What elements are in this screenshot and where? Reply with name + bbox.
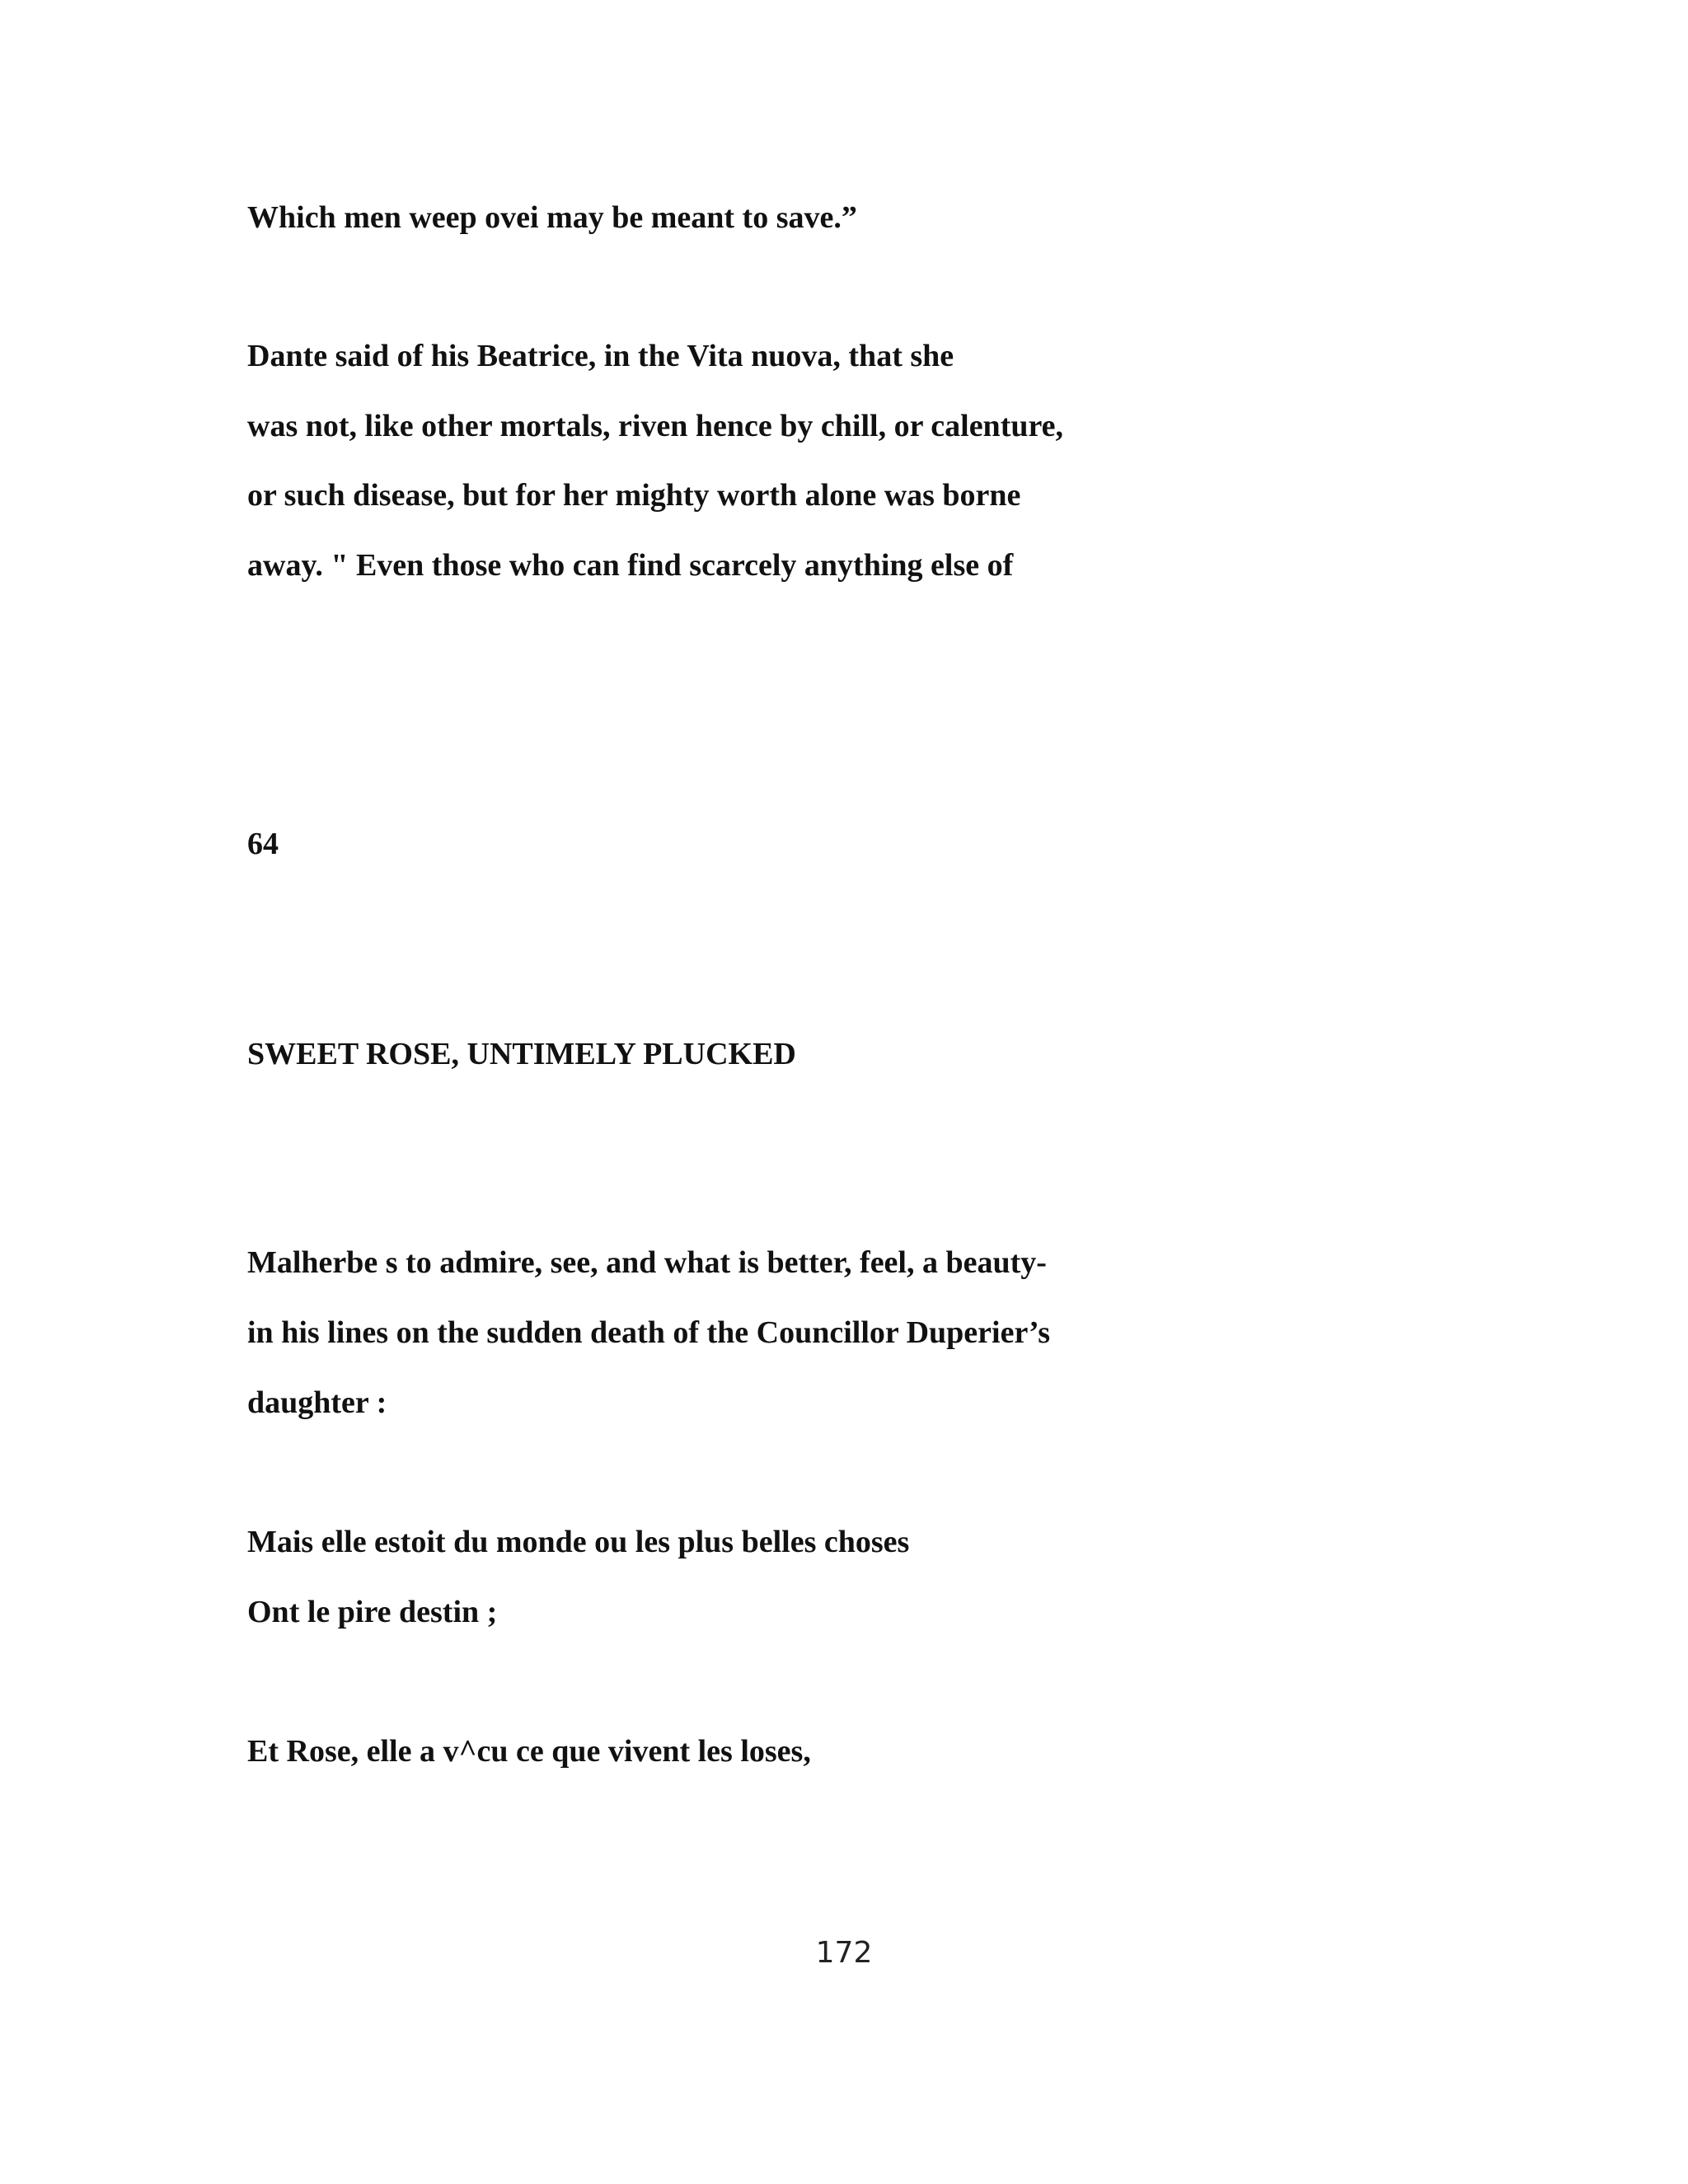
text-line-6: Malherbe s to admire, see, and what is better, feel, a beauty-: [247, 1245, 1047, 1280]
section-number: 64: [247, 827, 279, 861]
text-line-7: in his lines on the sudden death of the Councillor Duperier’s: [247, 1315, 1051, 1350]
text-line-2: Dante said of his Beatrice, in the Vita nuova, that she: [247, 339, 954, 373]
text-line-8: daughter :: [247, 1385, 387, 1420]
verse-line-3: Et Rose, elle a v^cu ce que vivent les loses,: [247, 1734, 811, 1769]
verse-line-1: Mais elle estoit du monde ou les plus belles choses: [247, 1525, 910, 1559]
verse-line-2: Ont le pire destin ;: [247, 1595, 498, 1629]
text-line-4: or such disease, but for her mighty worth alone was borne: [247, 478, 1021, 513]
page-number: 172: [815, 1936, 873, 1970]
text-line-3: was not, like other mortals, riven hence by chill, or calenture,: [247, 409, 1064, 443]
text-line-1: Which men weep ovei may be meant to save.”: [247, 200, 857, 235]
running-head: SWEET ROSE, UNTIMELY PLUCKED: [247, 1037, 796, 1071]
text-line-5: away. " Even those who can find scarcely anything else of: [247, 548, 1014, 583]
